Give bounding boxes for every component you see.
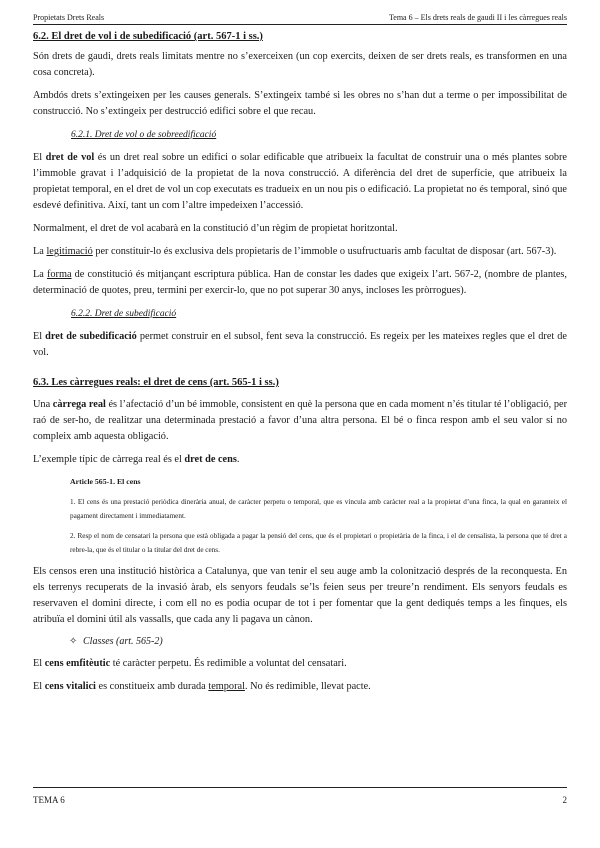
- term-cens-emfiteutic: cens emfitèutic: [44, 658, 111, 669]
- paragraph: Normalment, el dret de vol acabarà en la constitució d’un règim de propietat horitzontal.: [33, 223, 398, 234]
- footer-left: TEMA 6: [33, 795, 65, 805]
- section-heading-6-3: 6.3. Les càrregues reals: el dret de cens (art. 565-1 i ss.): [33, 377, 279, 388]
- paragraph-carrega-real: Una càrrega real és l’afectació d’un bé immoble, consistent en què la persona que en cada moment n’és titular té l’obligació, per raó de ser-ho, de realitzar una determinada prestació a favor d’una altra persona. El bé o finca respon amb el seu valor si no compleix amb aquesta obligació.: [33, 399, 568, 442]
- paragraph-cens-emfiteutic: El cens emfitèutic té caràcter perpetu. És redimible a voluntat del censatari.: [33, 658, 347, 669]
- paragraph: Ambdós drets s’extingeixen per les causes generals. S’extingeix també si les obres no s’han dut a terme o per impossibilitat de construcció. No s’extingeix per destrucció edifici sobre el que recau.: [33, 90, 567, 117]
- section-heading-6-2: 6.2. El dret de vol i de subedificació (art. 567-1 i ss.): [33, 31, 263, 42]
- term-legitimacio: legitimació: [46, 246, 93, 257]
- term-temporal: temporal: [208, 681, 245, 692]
- term-cens-vitalici: cens vitalici: [44, 681, 96, 692]
- paragraph-forma: La forma de constitució és mitjançant escriptura pública. Han de constar les dades que exigeix l’art. 567-2, (nombre de plantes, determinació de quotes, preu, termini per exercir-lo, que no pot superar 30 anys, incloses les pròrrogues).: [33, 269, 567, 296]
- page-number: 2: [562, 795, 567, 805]
- page-header: [33, 11, 567, 25]
- paragraph-historia-censos: Els censos eren una institució històrica a Catalunya, que van tenir el seu auge amb la colonització després de la reconquesta. En els terrenys recuperats de la invasió àrab, els senyors feudals se’ls feien seus per treure’n rendiment. Els senyors feudals es reservaven el domini directe, i com ell no es podia ocupar de tot i per fomentar que la gent dediqués temps a les finques, els atribuïa el domini útil als vassalls, que cada any li pagava un cànon.: [33, 566, 567, 625]
- page-footer: [33, 787, 567, 805]
- paragraph-legitimacio: La legitimació per constituir-lo és exclusiva dels propietaris de l’immoble o usufructuaris amb facultat de disposar (art. 567-3).: [33, 246, 557, 257]
- term-dret-de-subedificacio: dret de subedificació: [45, 331, 137, 342]
- paragraph-dret-de-vol: El dret de vol és un dret real sobre un edifici o solar edificable que atribueix la facultat de construir una o més plantes sobre l’immoble gravat i l’adquisició de la propietat de la nova construcció. A diferència del dret de superfície, que atribueix la propietat temporal, en el dret de vol un cop executats es tradueix en un nou pis o edificació. La propietat no és temporal, sinó que esdevé definitiva. Així, tant un com l’altre impedeixen l’accessió.: [33, 152, 567, 211]
- term-dret-de-cens: dret de cens: [184, 454, 237, 465]
- bullet-classes-text: Classes (art. 565-2): [83, 636, 163, 647]
- article-item-2: 2. Resp el nom de censatari la persona que està obligada a pagar la pensió del cens, que és el propietari o propietària de la finca, i el de censalista, la persona que té dret a rebre-la, que és el titular o la titular del dret de cens.: [70, 532, 567, 554]
- paragraph: Són drets de gaudi, drets reals limitats mentre no s’exerceixen (un cop exercits, deixen de ser drets reals, es transformen en una cosa concreta).: [33, 51, 567, 78]
- subsection-heading-6-2-2: 6.2.2. Dret de subedificació: [71, 309, 177, 319]
- subsection-heading-6-2-1: 6.2.1. Dret de vol o de sobreedificació: [71, 130, 217, 140]
- paragraph-subedificacio: El dret de subedificació permet construir en el subsol, fent seva la construcció. Es regeix per les mateixes regles que el dret de vol.: [33, 331, 567, 358]
- term-forma: forma: [46, 269, 72, 280]
- term-dret-de-vol: dret de vol: [45, 152, 95, 163]
- bullet-classes: [33, 635, 567, 649]
- header-left: Propietats Drets Reals: [33, 13, 105, 22]
- paragraph-exemple: L’exemple típic de càrrega real és el dret de cens.: [33, 454, 240, 465]
- header-right: Tema 6 – Els drets reals de gaudi II i les càrregues reals: [388, 13, 567, 22]
- paragraph-cens-vitalici: El cens vitalici es constitueix amb durada temporal. No és redimible, llevat pacte.: [33, 681, 371, 692]
- article-item-1: 1. El cens és una prestació periòdica dinerària anual, de caràcter perpetu o temporal, que es vincula amb caràcter real a la propietat d’una finca, la qual en garanteix el pagament directament i immediatament.: [70, 498, 567, 520]
- diamond-bullet-icon: ✧: [69, 636, 78, 647]
- term-carrega-real: càrrega real: [52, 399, 106, 410]
- document-body: [33, 30, 567, 695]
- article-title: Article 565-1. El cens: [70, 477, 141, 486]
